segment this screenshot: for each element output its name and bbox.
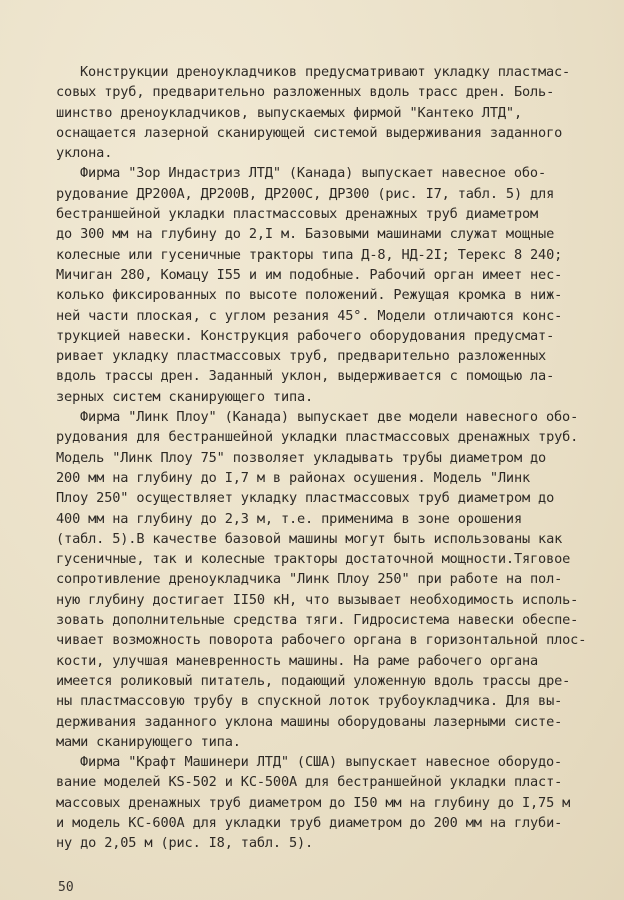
text-line: ней части плоская, с углом резания 45°. Модели отличаются конс- [56,307,563,324]
paragraph-1 [56,62,604,163]
text-line: шинство дреноукладчиков, выпускаемых фирмой "Кантеко ЛТД", [56,104,522,121]
page-body [56,62,604,854]
text-line: и модель КС-600А для укладки труб диаметром до 200 мм на глуби- [56,814,563,831]
text-line: колько фиксированных по высоте положений. Режущая кромка в ниж- [56,287,563,304]
text-line: Фирма "Крафт Машинери ЛТД" (США) выпускает навесное оборудо- [80,754,563,771]
text-line: ную глубину достигает II50 кН, что вызывает необходимость исполь- [56,591,579,608]
text-line: 400 мм на глубину до 2,3 м, т.е. применима в зоне орошения [56,510,522,527]
text-line: (табл. 5).В качестве базовой машины могут быть использованы как [56,530,563,547]
paragraph-3 [56,407,604,752]
text-line: кости, улучшая маневренность машины. На раме рабочего органа [56,652,539,669]
text-line: ны пластмассовую трубу в спускной лоток трубоукладчика. Для вы- [56,693,563,710]
text-line: зовать дополнительные средства тяги. Гидросистема навески обеспе- [56,612,579,629]
page-number: 50 [58,880,74,895]
text-line: Плоу 250" осуществляет укладку пластмассовых труб диаметром до [56,490,555,507]
text-line: бестраншейной укладки пластмассовых дренажных труб диаметром [56,206,539,223]
text-line: сопротивление дреноукладчика "Линк Плоу 250" при работе на пол- [56,571,563,588]
text-line: Мичиган 280, Комацу I55 и им подобные. Рабочий орган имеет нес- [56,266,563,283]
text-line: оснащается лазерной сканирующей системой выдерживания заданного [56,124,563,141]
text-line: держивания заданного уклона машины оборудованы лазерными систе- [56,713,563,730]
text-line: Фирма "Линк Плоу" (Канада) выпускает две модели навесного обо- [80,409,579,426]
text-line: рудования для бестраншейной укладки пластмассовых дренажных труб. [56,429,579,446]
paragraph-2 [56,163,604,407]
text-line: Фирма "Зор Индастриз ЛТД" (Канада) выпускает навесное обо- [80,165,546,182]
text-line: ну до 2,05 м (рис. I8, табл. 5). [56,835,314,852]
text-line: Модель "Линк Плоу 75" позволяет укладывать трубы диаметром до [56,449,547,466]
text-line: совых труб, предварительно разложенных вдоль трасс дрен. Боль- [56,84,555,101]
text-line: имеется роликовый питатель, подающий уложенную вдоль трассы дре- [56,672,571,689]
text-line: вание моделей КS-502 и КС-500А для бестраншейной укладки пласт- [56,774,563,791]
text-line: чивает возможность поворота рабочего органа в горизонтальной плос- [56,632,587,649]
text-line: вдоль трассы дрен. Заданный уклон, выдерживается с помощью ла- [56,368,555,385]
text-line: до 300 мм на глубину до 2,I м. Базовыми машинами служат мощные [56,226,555,243]
paragraph-4 [56,752,604,853]
text-line: уклона. [56,145,113,162]
text-line: зерных систем сканирующего типа. [56,388,314,405]
text-line: ривает укладку пластмассовых труб, предварительно разложенных [56,348,547,365]
text-line: рудование ДР200А, ДР200В, ДР200С, ДР300 (рис. I7, табл. 5) для [56,185,555,202]
text-line: трукцией навески. Конструкция рабочего оборудования предусмат- [56,327,555,344]
text-line: Конструкции дреноукладчиков предусматривают укладку пластмас- [80,64,571,80]
text-line: мами сканирующего типа. [56,733,241,750]
text-line: гусеничные, так и колесные тракторы достаточной мощности.Тяговое [56,551,571,568]
text-line: массовых дренажных труб диаметром до I50 мм на глубину до I,75 м [56,794,571,811]
text-line: колесные или гусеничные тракторы типа Д-8, НД-2I; Терекс 8 240; [56,246,563,263]
text-line: 200 мм на глубину до I,7 м в районах осушения. Модель "Линк [56,469,531,486]
